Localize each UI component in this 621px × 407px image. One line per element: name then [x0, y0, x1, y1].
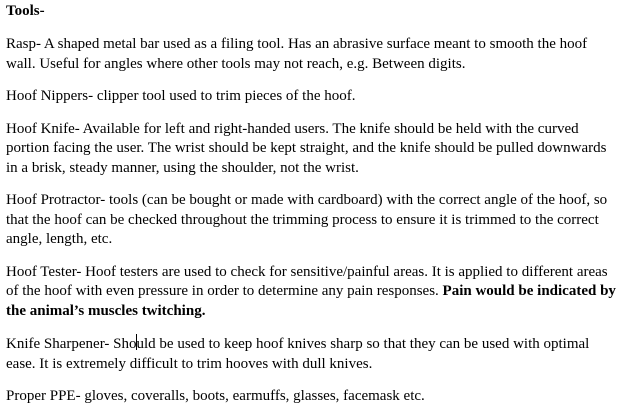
paragraph-proper-ppe: Proper PPE- gloves, coveralls, boots, earmuffs, glasses, facemask etc.: [6, 388, 425, 404]
paragraph-hoof-nippers: Hoof Nippers- clipper tool used to trim pieces of the hoof.: [6, 88, 356, 104]
hoof-tester-bold-text: Pain would be indicated by the animal’s muscles twitching.: [6, 283, 616, 319]
document-body[interactable]: [6, 0, 616, 407]
knife-sharpener-text-start: Knife Sharpener- Sho: [6, 336, 137, 352]
paragraph-hoof-protractor: Hoof Protractor- tools (can be bought or made with cardboard) with the correct angle of the hoof, so that the hoof can be checked throughout the trimming process to ensure it is trimmed to the correct angle, length, etc.: [6, 192, 608, 247]
hoof-tester-text: Hoof Tester- Hoof testers are used to check for sensitive/painful areas. It is applied to different areas of the hoof with even pressure in order to determine any pain responses.: [6, 263, 608, 299]
paragraph-hoof-knife: Hoof Knife- Available for left and right-handed users. The knife should be held with the curved portion facing the user. The wrist should be kept straight, and the knife should be pulled downwards in a brisk, steady manner, using the shoulder, not the wrist.: [6, 120, 607, 176]
paragraph-knife-sharpener: [6, 334, 616, 374]
paragraph-hoof-tester: [6, 263, 616, 322]
knife-sharpener-text-end: uld be used to keep hoof knives sharp so that they can be used with optimal ease. It is extremely difficult to trim hooves with dull knives.: [6, 336, 590, 372]
paragraph-rasp: Rasp- A shaped metal bar used as a filing tool. Has an abrasive surface meant to smooth the hoof wall. Useful for angles where other tools may not reach, e.g. Between digits.: [6, 36, 588, 72]
document-heading: Tools-: [6, 3, 45, 19]
